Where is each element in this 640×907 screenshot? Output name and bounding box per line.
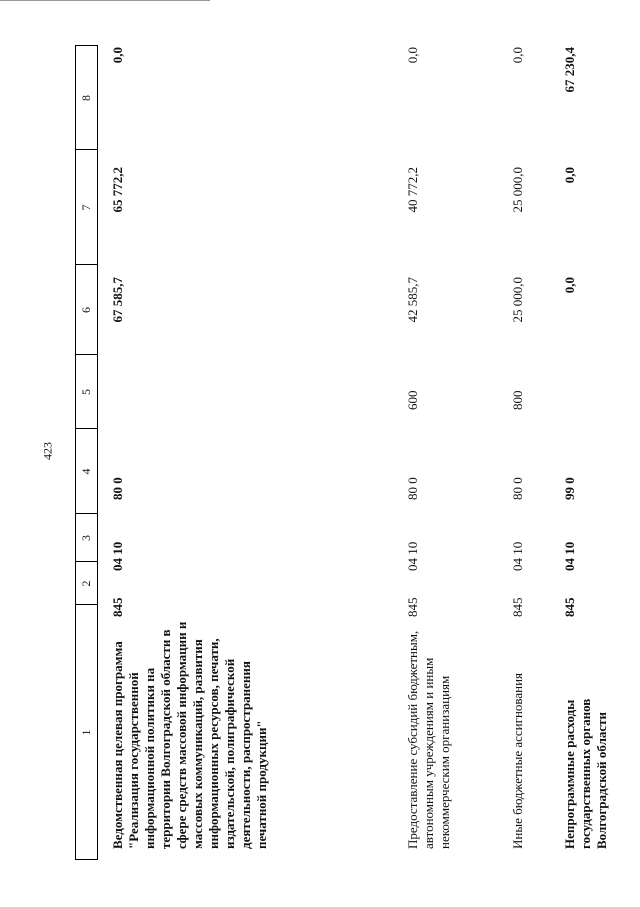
row-3-c8: 0,0 bbox=[510, 47, 525, 64]
row-4-c7: 0,0 bbox=[562, 167, 577, 184]
header-col-8: 8 bbox=[79, 95, 93, 101]
row-4-c8: 67 230,4 bbox=[562, 47, 577, 93]
row-3-c2: 845 bbox=[510, 597, 525, 617]
header-col-3: 3 bbox=[79, 535, 93, 541]
row-3-c6: 25 000,0 bbox=[510, 277, 525, 323]
header-col-4: 4 bbox=[79, 468, 93, 475]
row-1-c4: 80 0 bbox=[110, 477, 125, 500]
page-number: 423 bbox=[40, 442, 55, 460]
row-3-c7: 25 000,0 bbox=[510, 167, 525, 213]
row-1-name: Ведомственная целевая программа "Реализация государственной информационной политики на территории Волгоградской области в сфере средств массовой информации и массовых коммуникаций, развития информационных ресурсов, печати, издательской, полиграфической деятельности, распространения печатной продукции" bbox=[110, 621, 269, 849]
row-2-c4: 80 0 bbox=[405, 477, 420, 500]
row-2-c5: 600 bbox=[405, 390, 420, 410]
row-4-c6: 0,0 bbox=[562, 277, 577, 294]
row-1-c8: 0,0 bbox=[110, 47, 125, 64]
row-4-c2: 845 bbox=[562, 597, 577, 617]
row-1-c6: 67 585,7 bbox=[110, 277, 125, 323]
row-3-name: Иные бюджетные ассигнования bbox=[510, 672, 525, 849]
row-1-c3: 04 10 bbox=[110, 541, 125, 571]
header-bottom-border bbox=[97, 45, 98, 860]
header-col-6: 6 bbox=[79, 307, 93, 313]
row-1-c7: 65 772,2 bbox=[110, 167, 125, 213]
row-2-c7: 40 772,2 bbox=[405, 167, 420, 213]
row-2-c8: 0,0 bbox=[405, 47, 420, 64]
header-col-7: 7 bbox=[79, 204, 93, 211]
row-3-c3: 04 10 bbox=[510, 541, 525, 571]
row-3-c5: 800 bbox=[510, 390, 525, 410]
header-col-1: 1 bbox=[79, 729, 93, 736]
row-2-c2: 845 bbox=[405, 597, 420, 617]
row-4-c4: 99 0 bbox=[562, 477, 577, 500]
row-2-c6: 42 585,7 bbox=[405, 277, 420, 323]
row-2-c3: 04 10 bbox=[405, 541, 420, 571]
row-4-name: Непрограммные расходы государственных органов Волгоградской области bbox=[562, 698, 609, 849]
row-3-c4: 80 0 bbox=[510, 477, 525, 500]
row-1-c2: 845 bbox=[110, 597, 125, 617]
header-col-5: 5 bbox=[79, 389, 93, 395]
header-col-2: 2 bbox=[79, 580, 93, 587]
row-2-name: Предоставление субсидий бюджетным, автономным учреждениям и иным некоммерческим организациям bbox=[405, 630, 452, 849]
row-4-c3: 04 10 bbox=[562, 541, 577, 571]
